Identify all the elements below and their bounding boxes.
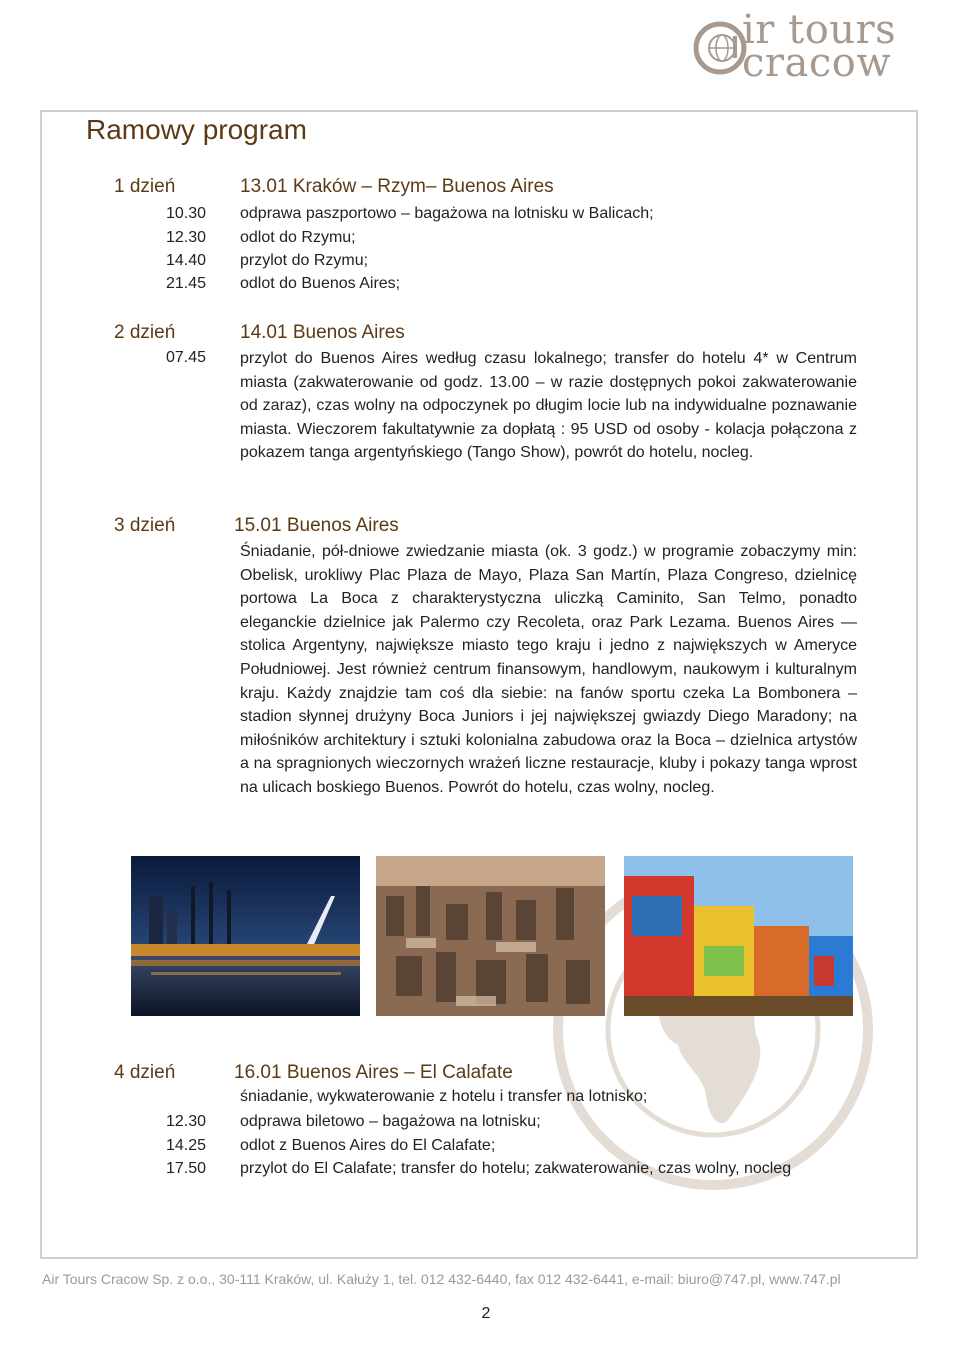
day-2-label: 2 dzień <box>114 322 176 343</box>
day-4-text-3: odlot z Buenos Aires do El Calafate; <box>240 1137 496 1154</box>
day-1-time-3: 14.40 <box>165 252 206 269</box>
company-logo <box>692 7 924 88</box>
day-4-time-4: 17.50 <box>165 1160 206 1177</box>
day-3-label: 3 dzień <box>114 515 176 536</box>
day-1-time-1: 10.30 <box>165 205 206 222</box>
logo-line-2: cracow <box>742 40 892 86</box>
logo-wordmark <box>742 7 897 86</box>
day-1-time-2: 12.30 <box>165 229 206 246</box>
day-2-description: przylot do Buenos Aires według czasu lokalnego; transfer do hotelu 4* w Centrum miasta (zakwaterowanie od godz. 13.00 – w razie dostępnych pokoi zakwaterowanie od zaraz), czas wolny na odpoczynek po długim locie lub na indywidualne poznawanie miasta. Wieczorem fakultatywnie za dopłatą : 95 USD od osoby - kolacja połączona z pokazem tanga argentyńskiego (Tango Show), powrót do hotelu, nocleg. <box>240 350 857 462</box>
day-4-text-4: przylot do El Calafate; transfer do hotelu; zakwaterowanie, czas wolny, nocleg <box>240 1160 792 1177</box>
logo-line-1: ir tours <box>742 7 897 53</box>
day-2-time: 07.45 <box>165 349 206 366</box>
day-2-title: 14.01 Buenos Aires <box>240 322 405 343</box>
photo-puerto-madero-night <box>131 856 360 1016</box>
day-4-time-2: 12.30 <box>165 1113 206 1130</box>
day-1-text-2: odlot do Rzymu; <box>240 229 356 246</box>
day-1-time-4: 21.45 <box>165 275 206 292</box>
page-title: Ramowy program <box>86 114 307 145</box>
day-1-text-4: odlot do Buenos Aires; <box>240 275 401 292</box>
day-1-label: 1 dzień <box>114 176 176 197</box>
day-4-time-3: 14.25 <box>165 1137 206 1154</box>
day-4-text-1: śniadanie, wykwaterowanie z hotelu i transfer na lotnisko; <box>240 1088 648 1105</box>
photo-la-boca-houses <box>624 856 853 1016</box>
day-4-label: 4 dzień <box>114 1062 176 1083</box>
day-1-text-1: odprawa paszportowo – bagażowa na lotnisku w Balicach; <box>240 205 654 222</box>
day-3-title: 15.01 Buenos Aires <box>234 515 399 536</box>
day-4-text-2: odprawa biletowo – bagażowa na lotnisku; <box>240 1113 541 1130</box>
photo-city-aerial <box>376 856 605 1016</box>
day-1-text-3: przylot do Rzymu; <box>240 252 369 269</box>
day-3-description: Śniadanie, pół-dniowe zwiedzanie miasta (ok. 3 godz.) w programie zobaczymy min: Obelisk, urokliwy Plac Plaza de Mayo, Plaza San Martín, Plaza Congreso, dzielnicę portowa La Boca z charakterystyczna uliczką Caminito, San Telmo, ponadto eleganckie dzielnice jak Palermo czy Recoleta, oraz Park Lezama. Buenos Aires — stolica Argentyny, największe miasto tego kraju i jedno z największych w Ameryce Południowej. Jest również centrum finansowym, handlowym, naukowym i kulturalnym kraju. Każdy znajdzie tam coś dla siebie: na fanów sportu czeka La Bombonera – stadion słynnej drużyny Boca Juniors i jej największej gwiazdy Diego Maradony; na miłośników architektury i sztuki kolonialna zabudowa oraz la Boca – dzielnica artystów a na spragnionych wieczornych wrażeń liczne restauracje, kluby i pokazy tanga wprost na ulicach boskiego Buenos. Powrót do hotelu, czas wolny, nocleg. <box>240 543 857 796</box>
company-footer: Air Tours Cracow Sp. z o.o., 30-111 Kraków, ul. Kałuży 1, tel. 012 432-6440, fax 012 432-6441, e-mail: biuro@747.pl, www.747.pl <box>42 1271 841 1287</box>
day-4-title: 16.01 Buenos Aires – El Calafate <box>234 1062 513 1083</box>
day-1-title: 13.01 Kraków – Rzym– Buenos Aires <box>240 176 554 197</box>
page-number: 2 <box>481 1305 491 1322</box>
